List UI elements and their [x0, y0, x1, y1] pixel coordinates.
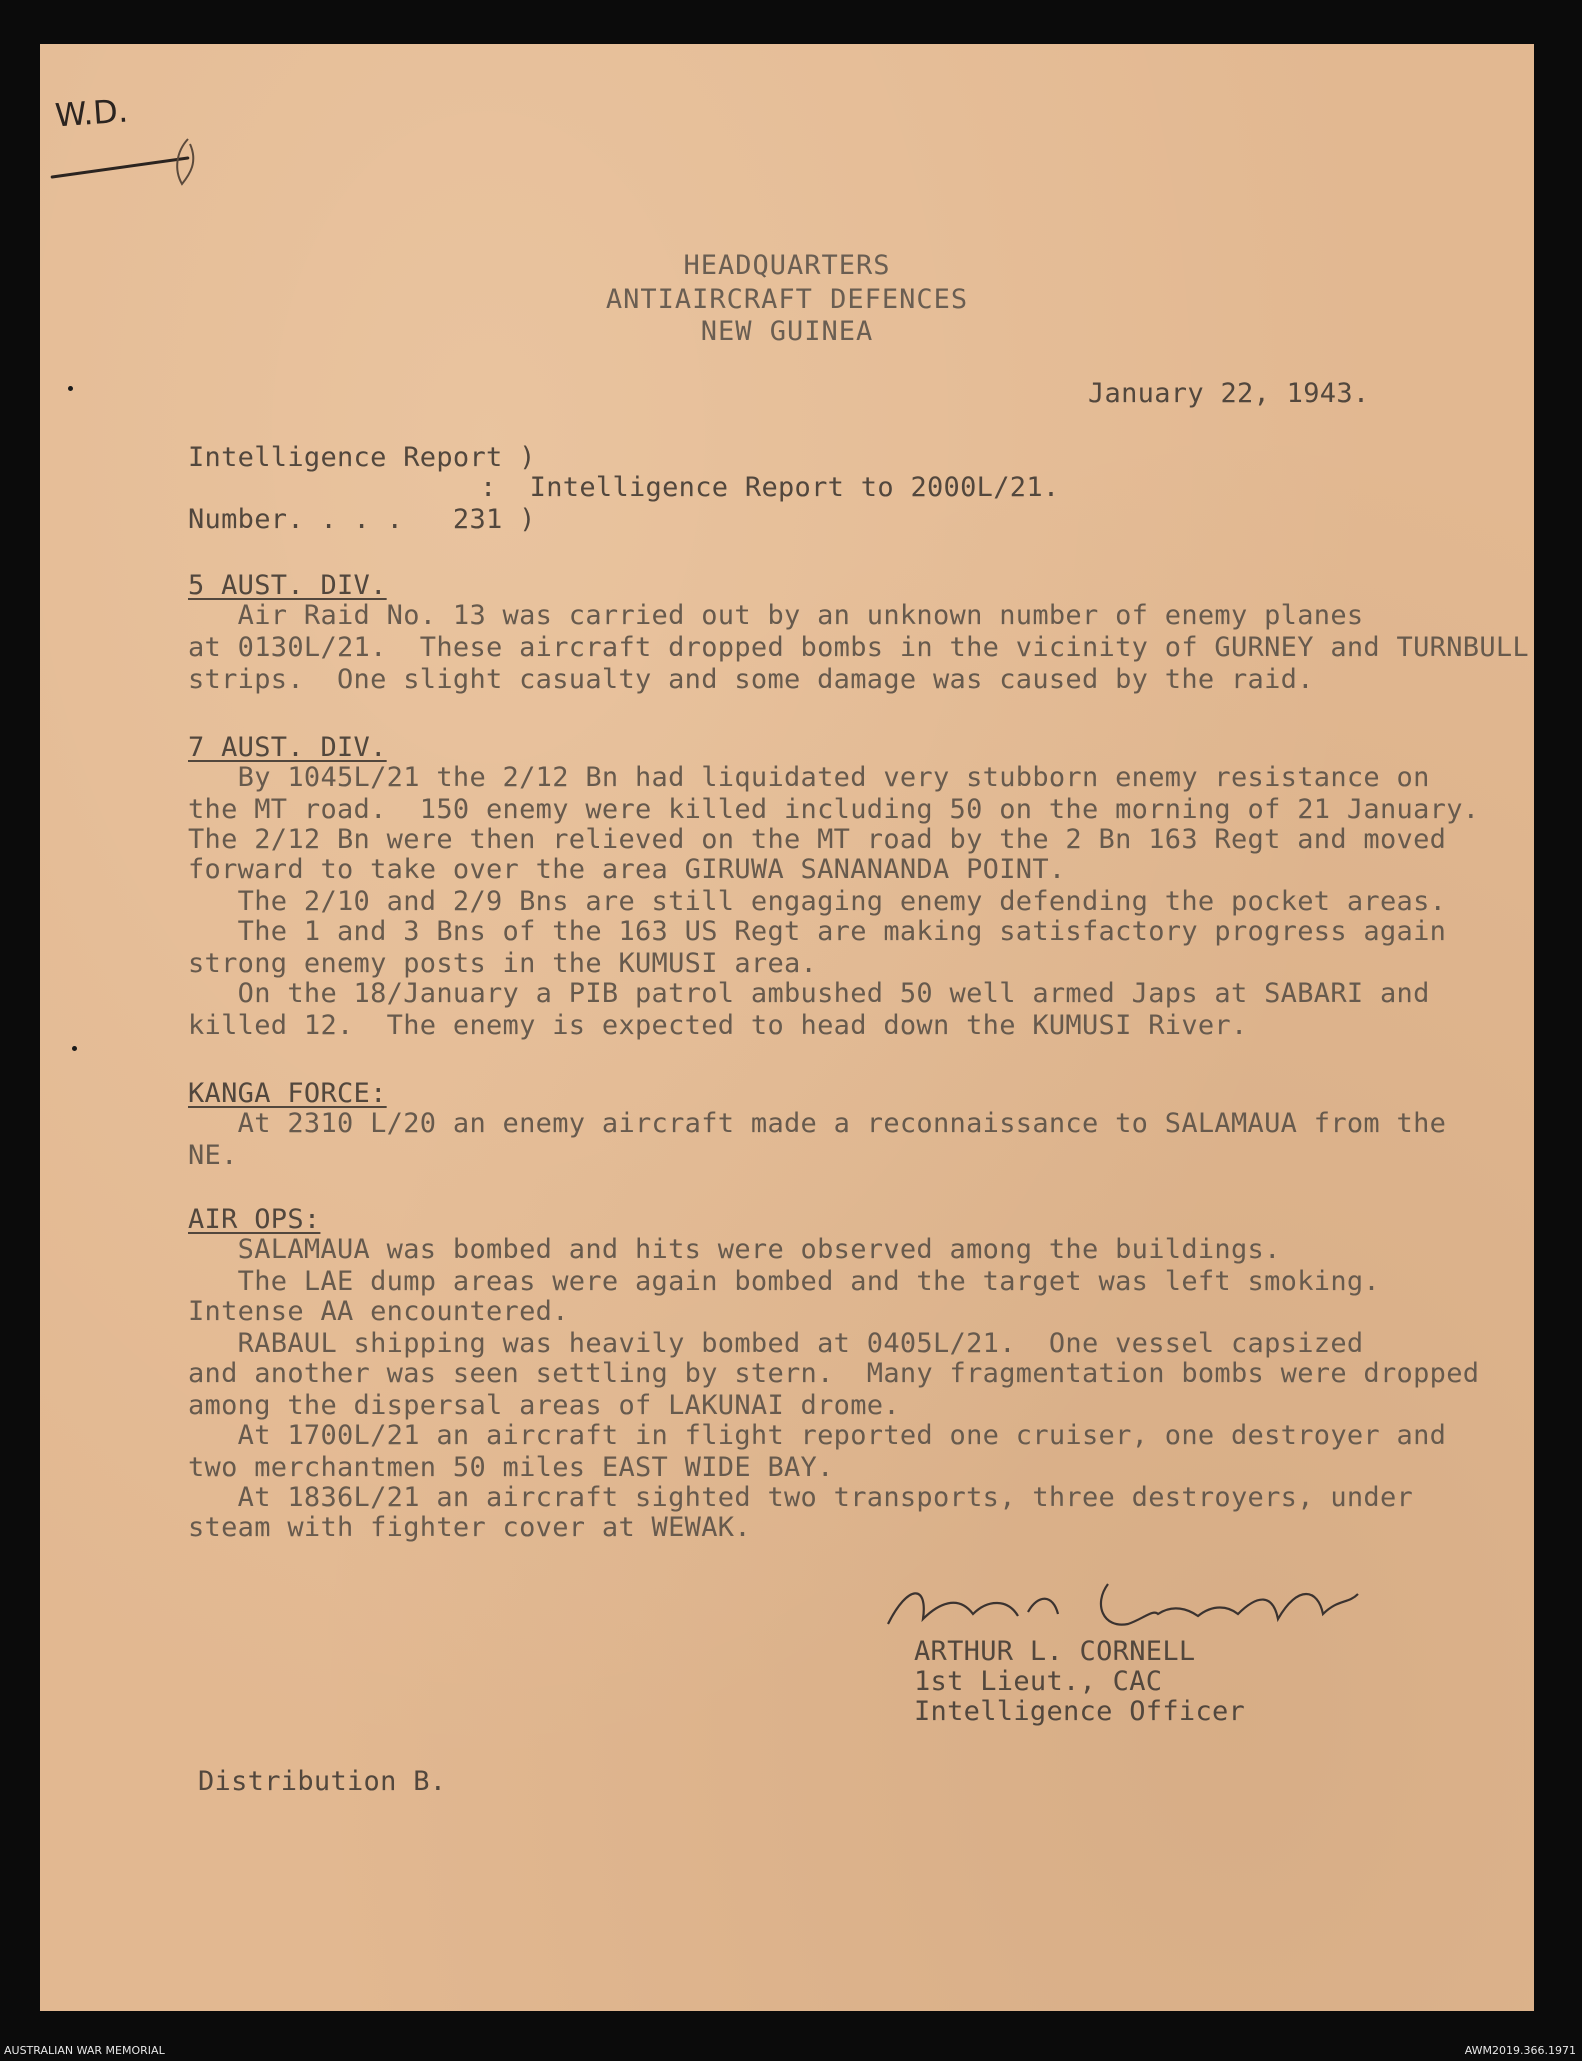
- section-line: the MT road. 150 enemy were killed including 50 on the morning of 21 January.: [188, 794, 1480, 825]
- section-line: The 1 and 3 Bns of the 163 US Regt are making satisfactory progress again: [188, 916, 1447, 947]
- punch-dot: [68, 386, 73, 391]
- section-line: At 1700L/21 an aircraft in flight reported one cruiser, one destroyer and: [188, 1420, 1447, 1451]
- section-line: strong enemy posts in the KUMUSI area.: [188, 948, 818, 979]
- signature-name: ARTHUR L. CORNELL: [914, 1636, 1196, 1667]
- section-line: killed 12. The enemy is expected to head down the KUMUSI River.: [188, 1010, 1248, 1041]
- staple-hole-mark: [168, 134, 208, 194]
- section-line: Intense AA encountered.: [188, 1296, 569, 1327]
- letterhead-line-2: ANTIAIRCRAFT DEFENCES: [605, 284, 969, 315]
- section-line: At 2310 L/20 an enemy aircraft made a reconnaissance to SALAMAUA from the: [188, 1108, 1447, 1139]
- signature-title: Intelligence Officer: [914, 1696, 1246, 1727]
- section-line: At 1836L/21 an aircraft sighted two transports, three destroyers, under: [188, 1482, 1414, 1513]
- document-date: January 22, 1943.: [1088, 378, 1370, 409]
- section-line: among the dispersal areas of LAKUNAI drome.: [188, 1390, 900, 1421]
- section-line: forward to take over the area GIRUWA SANANANDA POINT.: [188, 854, 1066, 885]
- section-line: strips. One slight casualty and some damage was caused by the raid.: [188, 664, 1314, 695]
- footer-archive-name: AUSTRALIAN WAR MEMORIAL: [4, 2044, 165, 2057]
- section-line: NE.: [188, 1140, 238, 1171]
- section-line: On the 18/January a PIB patrol ambushed 50 well armed Japs at SABARI and: [188, 978, 1430, 1009]
- section-line: at 0130L/21. These aircraft dropped bombs in the vicinity of GURNEY and TURNBULL: [188, 632, 1529, 663]
- letterhead-line-1: HEADQUARTERS: [683, 250, 891, 281]
- section-line: By 1045L/21 the 2/12 Bn had liquidated very stubborn enemy resistance on: [188, 762, 1430, 793]
- report-label-line-1: Intelligence Report ): [188, 442, 536, 473]
- letterhead-line-3: NEW GUINEA: [700, 316, 874, 347]
- document-page: [40, 44, 1534, 2011]
- section-heading-7-aust-div: 7 AUST. DIV.: [188, 732, 387, 763]
- handwritten-signature: [878, 1564, 1398, 1644]
- section-heading-5-aust-div: 5 AUST. DIV.: [188, 570, 387, 601]
- section-line: The 2/10 and 2/9 Bns are still engaging enemy defending the pocket areas.: [188, 886, 1447, 917]
- section-line: two merchantmen 50 miles EAST WIDE BAY.: [188, 1452, 834, 1483]
- footer-accession-number: AWM2019.366.1971: [1464, 2044, 1576, 2057]
- section-line: SALAMAUA was bombed and hits were observed among the buildings.: [188, 1234, 1281, 1265]
- report-label-line-2: Number. . . . 231 ): [188, 504, 536, 535]
- section-line: steam with fighter cover at WEWAK.: [188, 1512, 751, 1543]
- handwritten-wd-mark: W.D.: [53, 91, 130, 135]
- section-line: Air Raid No. 13 was carried out by an unknown number of enemy planes: [188, 600, 1364, 631]
- section-heading-air-ops: AIR OPS:: [188, 1204, 321, 1235]
- punch-dot: [72, 1046, 77, 1051]
- section-line: The LAE dump areas were again bombed and the target was left smoking.: [188, 1266, 1380, 1297]
- signature-rank: 1st Lieut., CAC: [914, 1666, 1163, 1697]
- report-subject: : Intelligence Report to 2000L/21.: [480, 472, 1060, 503]
- distribution-note: Distribution B.: [198, 1766, 447, 1797]
- section-heading-kanga-force: KANGA FORCE:: [188, 1078, 387, 1109]
- section-line: The 2/12 Bn were then relieved on the MT road by the 2 Bn 163 Regt and moved: [188, 824, 1447, 855]
- section-line: RABAUL shipping was heavily bombed at 0405L/21. One vessel capsized: [188, 1328, 1364, 1359]
- section-line: and another was seen settling by stern. Many fragmentation bombs were dropped: [188, 1358, 1480, 1389]
